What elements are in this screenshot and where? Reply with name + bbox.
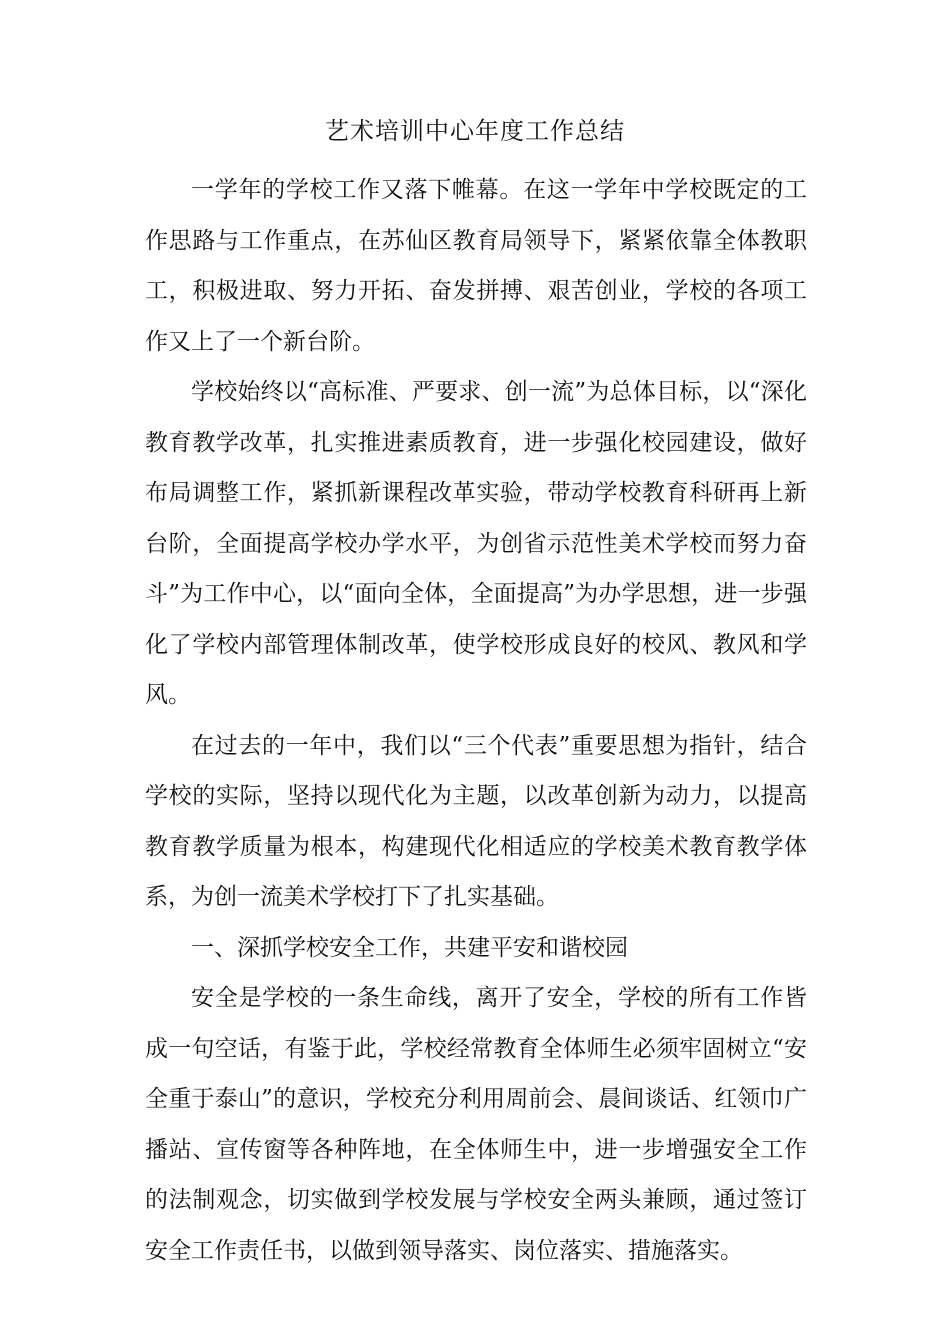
- paragraph-goals: 学校始终以“高标准、严要求、创一流”为总体目标，以“深化教育教学改革，扎实推进素质教育，进一步强化校园建设，做好布局调整工作，紧抓新课程改革实验，带动学校教育科研再上新台阶，全面提高学校办学水平，为创省示范性美术学校而努力奋斗”为工作中心，以“面向全体，全面提高”为办学思想，进一步强化了学校内部管理体制改革，使学校形成良好的校风、教风和学风。: [145, 379, 807, 708]
- paragraph-intro: 一学年的学校工作又落下帷幕。在这一学年中学校既定的工作思路与工作重点，在苏仙区教育局领导下，紧紧依靠全体教职工，积极进取、努力开拓、奋发拼搏、艰苦创业，学校的各项工作又上了一个新台阶。: [145, 177, 807, 355]
- document-body: [145, 165, 807, 1276]
- paragraph-past-year: 在过去的一年中，我们以“三个代表”重要思想为指针，结合学校的实际，坚持以现代化为主题，以改革创新为动力，以提高教育教学质量为根本，构建现代化相适应的学校美术教育教学体系，为创一流美术学校打下了扎实基础。: [145, 732, 807, 910]
- document-title: 艺术培训中心年度工作总结: [325, 117, 625, 145]
- section-heading-safety: 一、深抓学校安全工作，共建平安和谐校园: [191, 934, 628, 961]
- paragraph-safety: 安全是学校的一条生命线，离开了安全，学校的所有工作皆成一句空话，有鉴于此，学校经常教育全体师生必须牢固树立“安全重于泰山”的意识，学校充分利用周前会、晨间谈话、红领巾广播站、宣传窗等各种阵地，在全体师生中，进一步增强安全工作的法制观念，切实做到学校发展与学校安全两头兼顾，通过签订安全工作责任书，以做到领导落实、岗位落实、措施落实。: [145, 985, 807, 1264]
